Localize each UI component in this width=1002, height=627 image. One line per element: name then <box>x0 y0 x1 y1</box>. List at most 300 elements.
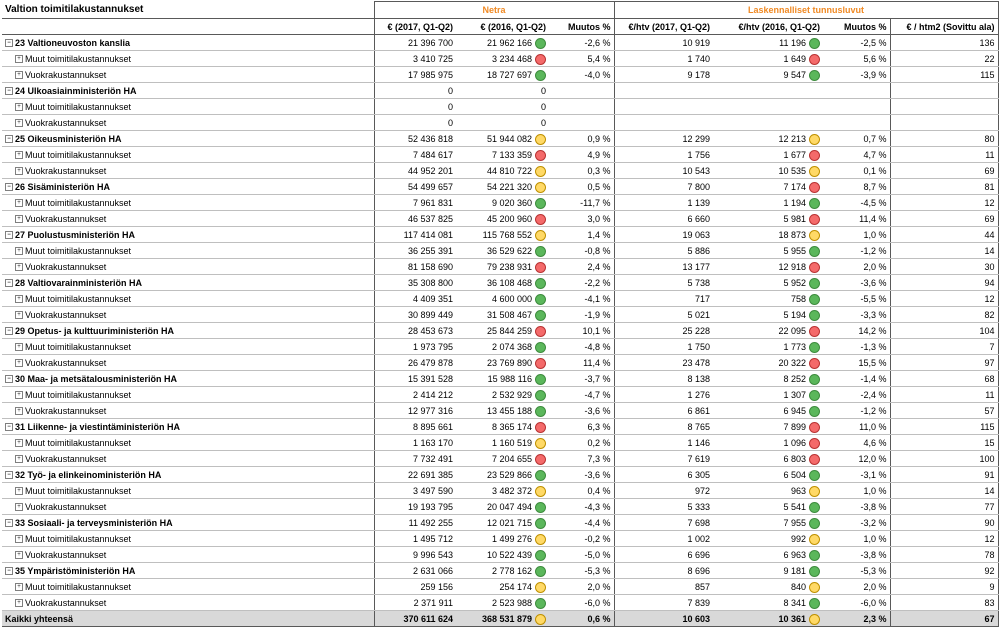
cell-m2 <box>890 467 998 483</box>
cell-m2 <box>890 451 998 467</box>
cell-h16 <box>713 355 823 371</box>
value-v17: 3 410 725 <box>412 53 453 64</box>
value-h16: 1 677 <box>783 149 807 160</box>
cell-h17 <box>614 611 713 627</box>
cell-h16 <box>713 499 823 515</box>
value-m2: 94 <box>984 277 995 288</box>
value-v17: 28 453 673 <box>407 325 453 336</box>
cell-h16 <box>713 483 823 499</box>
expand-icon[interactable]: + <box>15 71 23 79</box>
table-row <box>2 307 998 323</box>
cell-pct <box>549 515 614 531</box>
table-row <box>2 51 998 67</box>
expand-icon[interactable]: + <box>15 503 23 511</box>
value-v16: 54 221 320 <box>486 181 532 192</box>
value-h17: 19 063 <box>682 229 711 240</box>
cell-v16 <box>456 531 549 547</box>
cell-hpct <box>823 115 890 131</box>
row-label-cell[interactable] <box>2 323 374 339</box>
expand-icon[interactable]: + <box>15 599 23 607</box>
collapse-icon[interactable]: − <box>5 183 13 191</box>
expand-icon[interactable]: + <box>15 215 23 223</box>
value-v17: 17 985 975 <box>407 69 453 80</box>
expand-icon[interactable]: + <box>15 439 23 447</box>
status-red-dot-icon <box>809 262 820 273</box>
cell-v16 <box>456 227 549 243</box>
value-pct: 0,2 % <box>587 437 611 448</box>
value-v16: 2 074 368 <box>491 341 532 352</box>
row-label-cell[interactable] <box>2 243 374 259</box>
cell-v17 <box>374 227 456 243</box>
row-label: 28 Valtiovarainministeriön HA <box>15 277 143 288</box>
cell-pct <box>549 387 614 403</box>
cell-v16 <box>456 403 549 419</box>
value-v16: 45 200 960 <box>486 213 532 224</box>
value-v16: 2 523 988 <box>491 597 532 608</box>
cell-h17 <box>614 211 713 227</box>
expand-icon[interactable]: + <box>15 103 23 111</box>
cell-h17 <box>614 339 713 355</box>
row-label-cell[interactable] <box>2 291 374 307</box>
cell-pct <box>549 163 614 179</box>
value-hpct: 11,0 % <box>859 421 887 432</box>
cell-pct <box>549 451 614 467</box>
value-pct: -3,6 % <box>584 469 611 480</box>
value-h17: 13 177 <box>682 261 711 272</box>
cell-h16 <box>713 99 823 115</box>
value-hpct: -1,2 % <box>860 405 887 416</box>
collapse-icon[interactable]: − <box>5 423 13 431</box>
table-row <box>2 243 998 259</box>
value-m2: 67 <box>984 613 995 624</box>
cell-m2 <box>890 355 998 371</box>
cell-v17 <box>374 131 456 147</box>
cell-h17 <box>614 483 713 499</box>
expand-icon[interactable]: + <box>15 263 23 271</box>
cell-v16 <box>456 547 549 563</box>
row-label-cell[interactable] <box>2 499 374 515</box>
cell-h17 <box>614 563 713 579</box>
status-green-dot-icon <box>809 598 820 609</box>
cell-v16 <box>456 99 549 115</box>
expand-icon[interactable]: + <box>15 551 23 559</box>
value-hpct: -3,9 % <box>860 69 887 80</box>
header-h17: €/htv (2017, Q1-Q2) <box>614 19 713 35</box>
status-yellow-dot-icon <box>809 614 820 625</box>
value-h16: 6 803 <box>783 453 807 464</box>
value-h16: 7 174 <box>783 181 807 192</box>
value-v17: 1 495 712 <box>412 533 453 544</box>
value-m2: 80 <box>984 133 995 144</box>
value-hpct: 4,6 % <box>863 437 887 448</box>
cell-pct <box>549 435 614 451</box>
value-pct: 10,1 % <box>582 325 611 336</box>
cell-hpct <box>823 99 890 115</box>
row-label: Muut toimitilakustannukset <box>25 485 132 496</box>
value-m2: 12 <box>984 197 995 208</box>
table-row <box>2 163 998 179</box>
cell-h17 <box>614 99 713 115</box>
row-label-cell[interactable] <box>2 547 374 563</box>
header-label <box>2 19 374 35</box>
value-hpct: -4,5 % <box>860 197 887 208</box>
cell-hpct <box>823 275 890 291</box>
status-green-dot-icon <box>809 470 820 481</box>
cell-v17 <box>374 547 456 563</box>
value-m2: 90 <box>984 517 995 528</box>
expand-icon[interactable]: + <box>15 167 23 175</box>
row-label-cell[interactable] <box>2 483 374 499</box>
cell-v17 <box>374 467 456 483</box>
expand-icon[interactable]: + <box>15 199 23 207</box>
row-label-cell[interactable] <box>2 339 374 355</box>
cell-pct <box>549 467 614 483</box>
status-green-dot-icon <box>809 70 820 81</box>
value-v17: 26 479 878 <box>407 357 453 368</box>
value-v17: 15 391 528 <box>407 373 453 384</box>
row-label-cell[interactable] <box>2 179 374 195</box>
value-h17: 7 698 <box>687 517 711 528</box>
value-h16: 1 194 <box>783 197 807 208</box>
cell-h16 <box>713 211 823 227</box>
cell-pct <box>549 355 614 371</box>
row-label-cell[interactable] <box>2 451 374 467</box>
value-h16: 12 918 <box>778 261 807 272</box>
cell-h16 <box>713 51 823 67</box>
value-m2: 12 <box>984 293 995 304</box>
value-pct: 0,9 % <box>587 133 611 144</box>
cell-h17 <box>614 387 713 403</box>
cell-v17 <box>374 275 456 291</box>
value-h17: 25 228 <box>682 325 711 336</box>
value-v17: 0 <box>447 85 453 96</box>
value-h16: 1 096 <box>783 437 807 448</box>
value-h16: 10 361 <box>778 613 807 624</box>
value-v16: 18 727 697 <box>486 69 532 80</box>
cell-v16 <box>456 483 549 499</box>
row-label-cell[interactable] <box>2 531 374 547</box>
cell-v16 <box>456 115 549 131</box>
expand-icon[interactable]: + <box>15 359 23 367</box>
status-red-dot-icon <box>535 150 546 161</box>
value-h16: 963 <box>790 485 807 496</box>
cell-v16 <box>456 211 549 227</box>
row-label-cell[interactable] <box>2 563 374 579</box>
row-label-cell[interactable] <box>2 355 374 371</box>
status-green-dot-icon <box>535 278 546 289</box>
cell-v17 <box>374 259 456 275</box>
cell-h16 <box>713 115 823 131</box>
cell-hpct <box>823 195 890 211</box>
cell-pct <box>549 563 614 579</box>
row-label-cell[interactable] <box>2 259 374 275</box>
cell-v16 <box>456 371 549 387</box>
table-row <box>2 99 998 115</box>
expand-icon[interactable]: + <box>15 55 23 63</box>
expand-icon[interactable]: + <box>15 487 23 495</box>
value-h16: 8 252 <box>783 373 807 384</box>
cell-v16 <box>456 499 549 515</box>
row-label: Vuokrakustannukset <box>25 117 107 128</box>
value-m2: 7 <box>989 341 995 352</box>
row-label-cell[interactable] <box>2 579 374 595</box>
value-h17: 7 800 <box>687 181 711 192</box>
value-v17: 370 611 624 <box>403 613 453 624</box>
status-green-dot-icon <box>809 310 820 321</box>
cell-hpct <box>823 259 890 275</box>
cell-v16 <box>456 195 549 211</box>
collapse-icon[interactable]: − <box>5 231 13 239</box>
value-h16: 22 095 <box>778 325 807 336</box>
expand-icon[interactable]: + <box>15 311 23 319</box>
cell-hpct <box>823 403 890 419</box>
cell-m2 <box>890 243 998 259</box>
value-v17: 19 193 795 <box>407 501 453 512</box>
row-label-cell[interactable] <box>2 147 374 163</box>
value-pct: -4,3 % <box>584 501 611 512</box>
expand-icon[interactable]: + <box>15 535 23 543</box>
value-m2: 57 <box>984 405 995 416</box>
row-label-cell[interactable] <box>2 435 374 451</box>
expand-icon[interactable]: + <box>15 391 23 399</box>
value-pct: 11,4 % <box>583 357 611 368</box>
cell-pct <box>549 419 614 435</box>
status-green-dot-icon <box>535 294 546 305</box>
collapse-icon[interactable]: − <box>5 327 13 335</box>
cell-h17 <box>614 179 713 195</box>
header-h16: €/htv (2016, Q1-Q2) <box>713 19 823 35</box>
value-v16: 7 133 359 <box>491 149 532 160</box>
cell-v17 <box>374 83 456 99</box>
row-label-cell[interactable] <box>2 403 374 419</box>
row-label-cell[interactable] <box>2 99 374 115</box>
collapse-icon[interactable]: − <box>5 375 13 383</box>
row-label-cell[interactable] <box>2 467 374 483</box>
cell-m2 <box>890 227 998 243</box>
value-h17: 9 178 <box>687 69 711 80</box>
value-h16: 5 541 <box>783 501 807 512</box>
status-green-dot-icon <box>535 342 546 353</box>
expand-icon[interactable]: + <box>15 343 23 351</box>
cell-h16 <box>713 179 823 195</box>
collapse-icon[interactable]: − <box>5 471 13 479</box>
value-h16: 7 899 <box>783 421 807 432</box>
table-row <box>2 371 998 387</box>
cell-v16 <box>456 595 549 611</box>
cell-v16 <box>456 67 549 83</box>
cell-m2 <box>890 291 998 307</box>
cell-hpct <box>823 563 890 579</box>
collapse-icon[interactable]: − <box>5 135 13 143</box>
status-red-dot-icon <box>809 326 820 337</box>
cell-v16 <box>456 179 549 195</box>
cell-m2 <box>890 259 998 275</box>
cell-h16 <box>713 403 823 419</box>
value-m2: 83 <box>984 597 995 608</box>
expand-icon[interactable]: + <box>15 583 23 591</box>
cell-hpct <box>823 163 890 179</box>
row-label-cell[interactable] <box>2 131 374 147</box>
collapse-icon[interactable]: − <box>5 567 13 575</box>
cell-h16 <box>713 531 823 547</box>
cell-hpct <box>823 467 890 483</box>
expand-icon[interactable]: + <box>15 455 23 463</box>
cell-v17 <box>374 179 456 195</box>
row-label-cell[interactable] <box>2 307 374 323</box>
status-green-dot-icon <box>809 342 820 353</box>
value-v16: 2 778 162 <box>491 565 532 576</box>
cell-v17 <box>374 451 456 467</box>
cell-pct <box>549 547 614 563</box>
value-h16: 1 649 <box>783 53 807 64</box>
cell-pct <box>549 371 614 387</box>
row-label: Muut toimitilakustannukset <box>25 533 132 544</box>
row-label-cell[interactable] <box>2 595 374 611</box>
cell-m2 <box>890 387 998 403</box>
row-label-cell[interactable] <box>2 387 374 403</box>
value-m2: 97 <box>984 357 995 368</box>
row-label-cell[interactable] <box>2 195 374 211</box>
cell-h17 <box>614 403 713 419</box>
table-row <box>2 323 998 339</box>
expand-icon[interactable]: + <box>15 247 23 255</box>
cell-v16 <box>456 515 549 531</box>
expand-icon[interactable]: + <box>15 119 23 127</box>
cell-v17 <box>374 563 456 579</box>
status-red-dot-icon <box>809 438 820 449</box>
row-label-cell[interactable] <box>2 67 374 83</box>
row-label-cell[interactable] <box>2 115 374 131</box>
cell-pct <box>549 35 614 51</box>
cell-hpct <box>823 531 890 547</box>
table-row <box>2 499 998 515</box>
value-m2: 91 <box>984 469 995 480</box>
value-hpct: -2,4 % <box>860 389 887 400</box>
value-v16: 0 <box>540 85 546 96</box>
cell-hpct <box>823 243 890 259</box>
value-v17: 0 <box>447 117 453 128</box>
collapse-icon[interactable]: − <box>5 39 13 47</box>
row-label-cell[interactable] <box>2 211 374 227</box>
row-label: Muut toimitilakustannukset <box>25 197 132 208</box>
cell-v17 <box>374 403 456 419</box>
row-label-cell[interactable] <box>2 371 374 387</box>
table-row <box>2 403 998 419</box>
cell-h16 <box>713 563 823 579</box>
cell-h17 <box>614 435 713 451</box>
row-label-cell[interactable] <box>2 515 374 531</box>
status-green-dot-icon <box>535 598 546 609</box>
expand-icon[interactable]: + <box>15 295 23 303</box>
header-pct: Muutos % <box>549 19 614 35</box>
column-header-row <box>2 19 998 35</box>
table-row <box>2 419 998 435</box>
header-hpct: Muutos % <box>823 19 890 35</box>
cell-h17 <box>614 499 713 515</box>
row-label: Vuokrakustannukset <box>25 69 107 80</box>
value-hpct: 1,0 % <box>863 533 887 544</box>
status-red-dot-icon <box>535 262 546 273</box>
value-pct: -3,6 % <box>584 405 611 416</box>
value-h17: 1 750 <box>687 341 711 352</box>
value-hpct: -2,5 % <box>860 37 887 48</box>
table-row <box>2 67 998 83</box>
value-h16: 10 535 <box>778 165 807 176</box>
cell-m2 <box>890 179 998 195</box>
status-yellow-dot-icon <box>535 614 546 625</box>
row-label: Muut toimitilakustannukset <box>25 437 132 448</box>
value-v17: 30 899 449 <box>407 309 453 320</box>
status-red-dot-icon <box>535 454 546 465</box>
row-label-cell[interactable] <box>2 35 374 51</box>
table-row <box>2 467 998 483</box>
table-row <box>2 531 998 547</box>
value-m2: 14 <box>984 485 995 496</box>
cell-pct <box>549 211 614 227</box>
cell-h16 <box>713 323 823 339</box>
collapse-icon[interactable]: − <box>5 519 13 527</box>
status-green-dot-icon <box>809 246 820 257</box>
value-m2: 92 <box>984 565 995 576</box>
value-v17: 46 537 825 <box>407 213 453 224</box>
row-label: 30 Maa- ja metsätalousministeriön HA <box>15 373 178 384</box>
row-label-cell[interactable] <box>2 163 374 179</box>
row-label: Vuokrakustannukset <box>25 213 107 224</box>
cell-v17 <box>374 243 456 259</box>
value-h16: 7 955 <box>783 517 807 528</box>
cell-m2 <box>890 611 998 627</box>
row-label-cell[interactable] <box>2 419 374 435</box>
cell-hpct <box>823 611 890 627</box>
value-v16: 115 768 552 <box>482 229 532 240</box>
collapse-icon[interactable]: − <box>5 87 13 95</box>
cell-m2 <box>890 419 998 435</box>
expand-icon[interactable]: + <box>15 407 23 415</box>
row-label-cell[interactable] <box>2 51 374 67</box>
row-label: 23 Valtioneuvoston kanslia <box>15 37 131 48</box>
expand-icon[interactable]: + <box>15 151 23 159</box>
collapse-icon[interactable]: − <box>5 279 13 287</box>
row-label-cell[interactable] <box>2 83 374 99</box>
cell-h16 <box>713 195 823 211</box>
cell-v17 <box>374 323 456 339</box>
value-hpct: -3,6 % <box>860 277 887 288</box>
table-row <box>2 387 998 403</box>
value-h17: 6 696 <box>687 549 711 560</box>
value-pct: -4,7 % <box>584 389 611 400</box>
row-label-cell[interactable] <box>2 227 374 243</box>
cell-v17 <box>374 291 456 307</box>
value-h17: 7 839 <box>687 597 711 608</box>
value-hpct: 15,5 % <box>858 357 887 368</box>
cell-h17 <box>614 595 713 611</box>
value-h16: 840 <box>790 581 807 592</box>
row-label-cell[interactable] <box>2 275 374 291</box>
value-v17: 1 973 795 <box>412 341 453 352</box>
cell-h17 <box>614 227 713 243</box>
value-pct: 5,4 % <box>587 53 611 64</box>
value-v16: 3 234 468 <box>491 53 532 64</box>
table-row <box>2 547 998 563</box>
value-h16: 5 981 <box>783 213 807 224</box>
cell-pct <box>549 51 614 67</box>
value-h16: 20 322 <box>778 357 807 368</box>
value-v17: 54 499 657 <box>407 181 453 192</box>
cell-h16 <box>713 259 823 275</box>
status-yellow-dot-icon <box>809 534 820 545</box>
status-yellow-dot-icon <box>535 134 546 145</box>
cell-pct <box>549 243 614 259</box>
